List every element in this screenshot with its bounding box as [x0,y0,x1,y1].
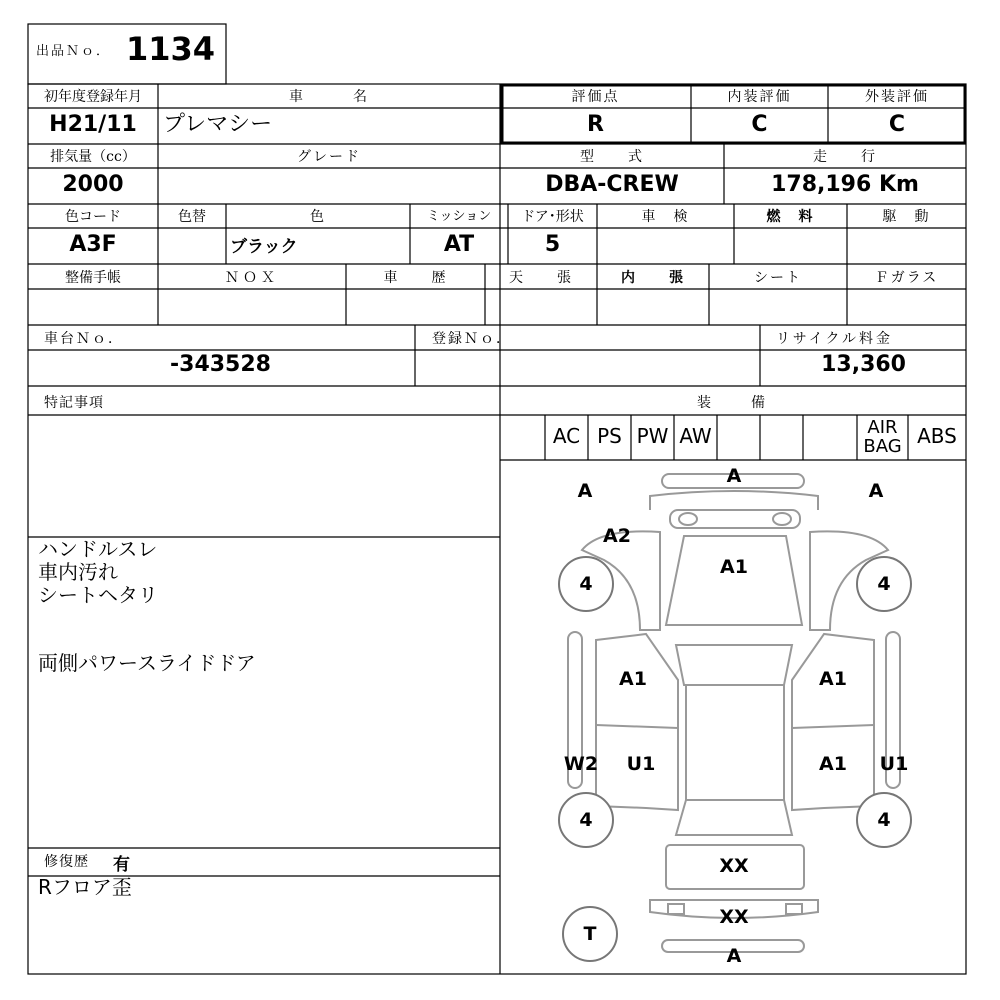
mark-rear-bottom: A [726,945,742,967]
repair-history-label: 修復歴 [44,854,89,870]
color-label: 色 [310,209,326,225]
year-label: 初年度登録年月 [44,89,142,105]
score-label: 評価点 [571,89,620,105]
front-grille-shape [650,491,818,510]
note-line: ハンドルスレ [38,537,158,561]
nox-label: ＮＯＸ [225,270,279,286]
model-label: 型 式 [580,149,644,165]
mark-rear-bumper: XX [719,906,749,928]
mark-left-rear-door: U1 [626,753,656,775]
recycle-fee-label: リサイクル料金 [776,331,894,347]
equipment-item-aw: AW [679,424,712,448]
displacement-label: 排気量（cc） [50,149,136,165]
repair-detail: Rフロア歪 [38,875,132,899]
mark-spare-tire: T [583,923,597,945]
vehicle-history-label: 車 歴 [383,270,448,286]
seat-label: シート [754,270,802,286]
year-value: H21/11 [49,112,137,137]
chassis-label: 車台Ｎｏ． [44,331,124,347]
mission-value: AT [443,232,475,257]
front-glass-label: Ｆガラス [874,270,939,286]
exterior-label: 外装評価 [865,89,929,105]
mark-hood: A1 [720,556,748,578]
hood-shape [666,536,802,625]
interior-value: C [751,112,768,137]
mark-left-rocker: W2 [563,753,599,775]
lot-number: 1134 [126,30,216,68]
mission-label: ミッション [426,209,492,224]
mileage-value: 178,196 Km [771,172,919,197]
exterior-value: C [888,112,906,137]
color-change-label: 色替 [178,209,206,225]
mark-right-rocker: U1 [879,753,909,775]
color-value: ブラック [230,237,298,257]
note-line: 車内汚れ [38,560,118,584]
lot-label: 出品Ｎｏ． [36,44,112,59]
interior-label: 内装評価 [727,89,792,105]
grade-label: グレード [297,149,361,165]
airbag-top: AIR [867,417,898,438]
displacement-value: 2000 [62,172,124,197]
mark-left-front-door: A1 [619,668,647,690]
color-code-label: 色コード [65,209,121,225]
mark-left-pillar: A2 [603,525,631,547]
mark-front-bumper: A [726,465,742,487]
door-value: 5 [544,232,561,257]
drive-label: 駆 動 [882,209,931,225]
notes-label: 特記事項 [44,395,104,411]
mark-front-left-tire: 4 [579,573,593,595]
chassis-value: -343528 [170,352,271,377]
right-side-shape [792,634,874,810]
note-line: 両側パワースライドドア [38,651,256,675]
mark-front-right-tire: 4 [877,573,891,595]
fuel-label: 燃 料 [766,209,815,225]
equipment-item-ps: PS [597,424,622,448]
registration-label: 登録Ｎｏ． [432,331,512,347]
roof-shape [686,685,784,800]
airbag-bottom: BAG [863,436,902,457]
rear-window-shape [676,800,792,835]
mark-right-rear-door: A1 [819,753,847,775]
note-line: シートヘタリ [38,583,158,607]
car-name: プレマシー [163,112,273,137]
mark-front-left: A [577,480,593,502]
equipment-item-ac: AC [552,424,581,448]
door-label: ドア･形状 [521,209,584,225]
service-book-label: 整備手帳 [65,270,121,286]
windshield-shape [676,645,792,685]
mark-rear-left-tire: 4 [579,809,593,831]
color-code-value: A3F [69,232,117,257]
model-value: DBA-CREW [545,172,679,197]
roof-lining-label: 天 張 [509,270,573,286]
interior-trim-label: 内 張 [621,270,685,286]
recycle-fee-value: 13,360 [821,352,906,377]
mark-front-right: A [868,480,884,502]
equipment-item-abs: ABS [917,424,957,448]
equipment-item-pw: PW [636,424,669,448]
mark-right-front-door: A1 [819,668,847,690]
inspection-label: 車 検 [641,209,690,225]
equipment-label: 装 備 [697,395,769,411]
mileage-label: 走 行 [813,149,877,165]
repair-history-value: 有 [113,855,130,875]
mark-trunk: XX [719,855,749,877]
name-label: 車 名 [289,89,369,105]
score-value: R [587,112,604,137]
mark-rear-right-tire: 4 [877,809,891,831]
left-side-shape [596,634,678,810]
